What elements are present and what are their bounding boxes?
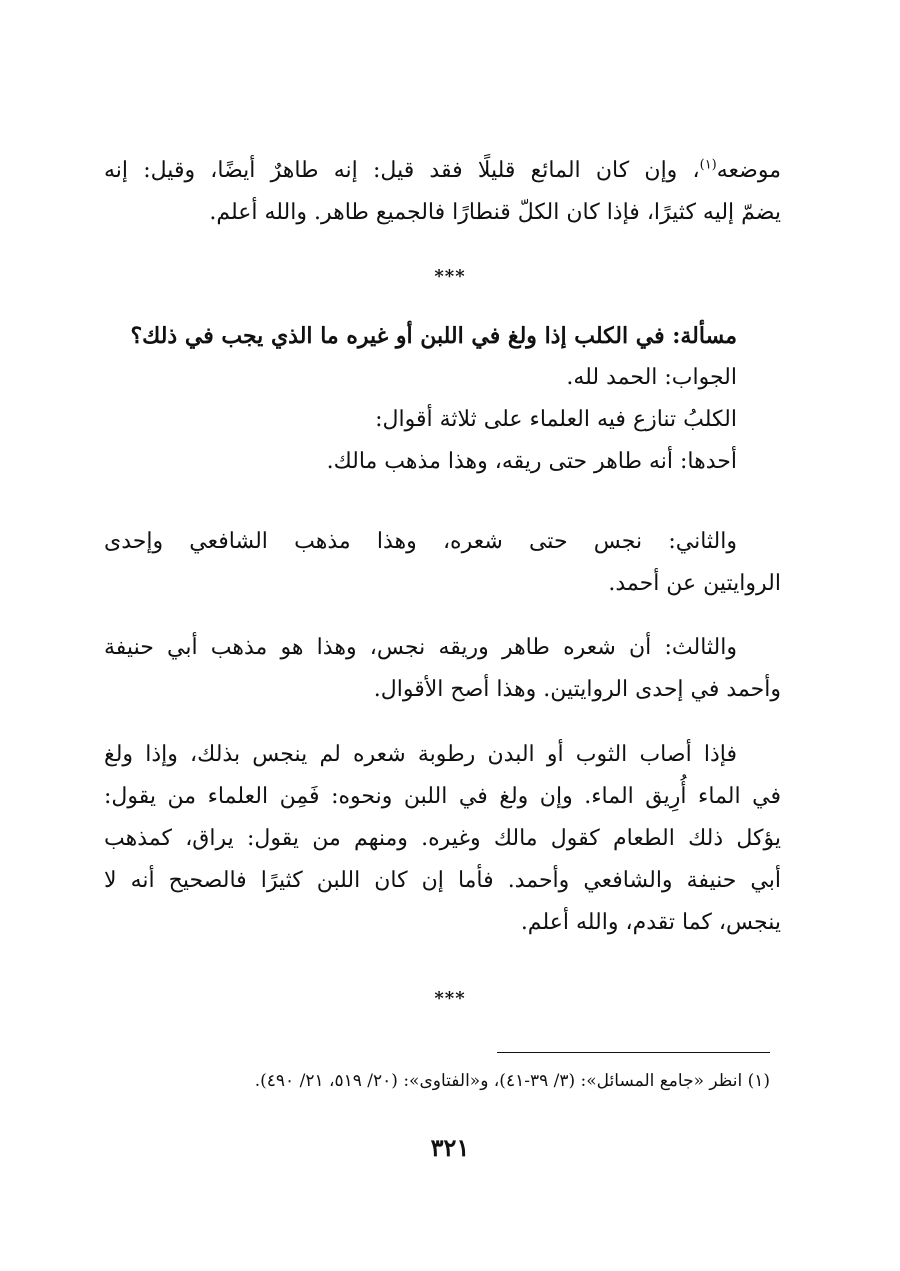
text-line: والثاني: نجس حتى شعره، وهذا مذهب الشافعي وإحدى [104,529,737,554]
question-heading-block [104,315,781,483]
section-separator: *** [434,266,466,287]
text-line: أبي حنيفة والشافعي وأحمد. فأما إن كان اللبن كثيرًا فالصحيح أنه لا [104,868,781,893]
footnote-divider [497,1052,770,1053]
text-line: يضمّ إليه كثيرًا، فإذا كان الكلّ قنطارًا فالجميع طاهر. والله أعلم. [209,200,781,225]
opinion-three [104,627,781,711]
text-line: يؤكل ذلك الطعام كقول مالك وغيره. ومنهم من يقول: يراق، كمذهب [104,826,781,851]
section-separator: *** [434,988,466,1009]
text-line: في الماء أُرِيق الماء. وإن ولغ في اللبن ونحوه: فَمِن العلماء من يقول: [104,784,781,809]
text-line: فإذا أصاب الثوب أو البدن رطوبة شعره لم ينجس بذلك، وإذا ولغ [104,742,737,767]
text-line: والثالث: أن شعره طاهر وريقه نجس، وهذا هو مذهب أبي حنيفة [104,635,737,660]
question-heading: مسألة: في الكلب إذا ولغ في اللبن أو غيره ما الذي يجب في ذلك؟ [130,323,737,349]
ruling-paragraph [104,734,781,944]
opinion-two [104,521,781,605]
intro-line: الكلبُ تنازع فيه العلماء على ثلاثة أقوال: [375,407,737,432]
answer-opening: الجواب: الحمد لله. [566,365,737,390]
opinion-one: أحدها: أنه طاهر حتى ريقه، وهذا مذهب مالك. [326,449,737,474]
paragraph-continuation [104,150,781,234]
footnote-marker: (١) [699,157,717,173]
footnote: (١) انظر «جامع المسائل»: (٣/ ٣٩-٤١)، و«الفتاوى»: (٢٠/ ٥١٩، ٢١/ ٤٩٠). [254,1071,770,1091]
text-line: ينجس، كما تقدم، والله أعلم. [520,910,781,935]
text-line: وأحمد في إحدى الروايتين. وهذا أصح الأقوال. [373,677,781,702]
page-number: ٣٢١ [430,1133,470,1162]
text-line: موضعه$^{(١)}$، وإن كان المائع قليلًا فقد قيل: إنه طاهرٌ أيضًا، وقيل: إنه [104,157,781,183]
text-line: الروايتين عن أحمد. [608,571,781,596]
